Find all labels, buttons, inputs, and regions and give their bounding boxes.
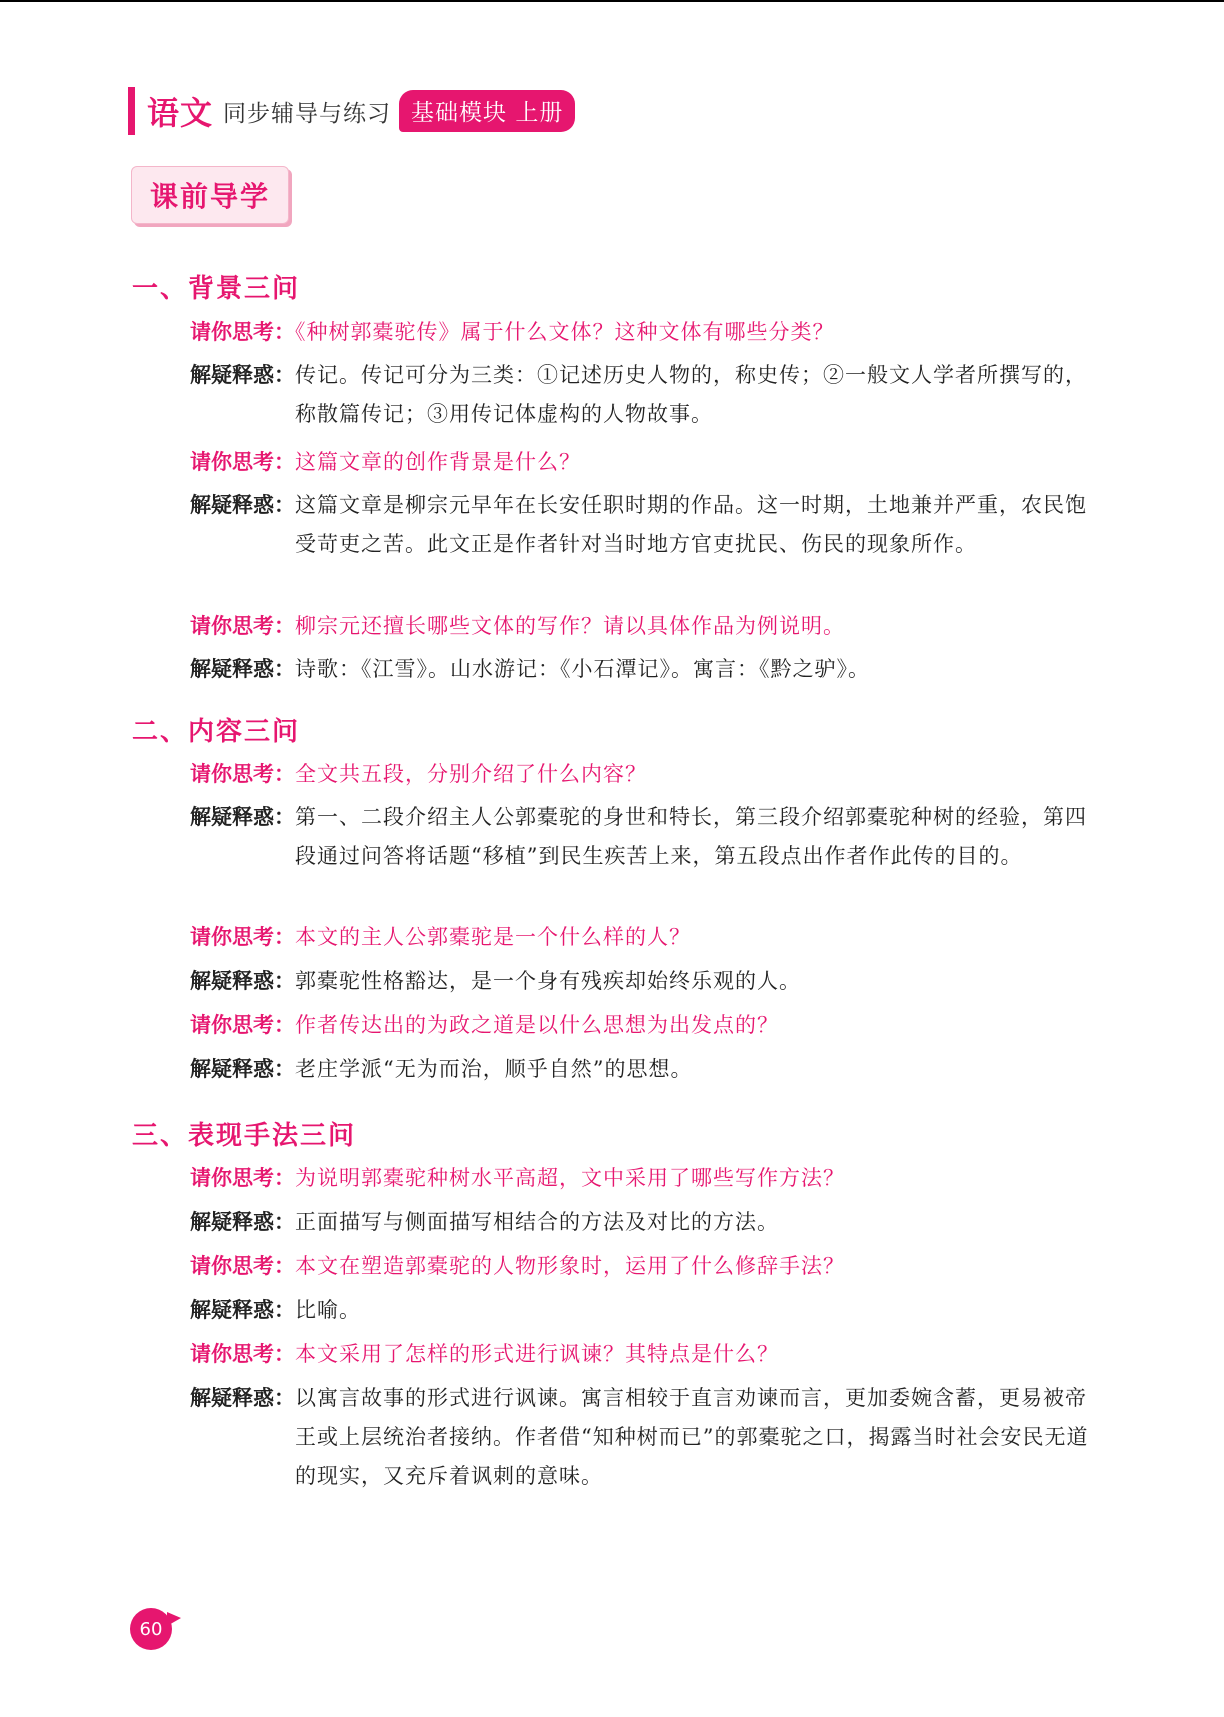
answer-3-2 bbox=[190, 1291, 1090, 1330]
answer-label: 解疑释惑： bbox=[190, 657, 295, 681]
question-1-3 bbox=[190, 607, 1090, 646]
question-3-2 bbox=[190, 1247, 1090, 1286]
question-label: 请你思考： bbox=[190, 762, 295, 786]
question-text: 为说明郭橐驼种树水平高超，文中采用了哪些写作方法？ bbox=[295, 1166, 845, 1190]
answer-label: 解疑释惑： bbox=[190, 1057, 295, 1081]
question-text: 本文在塑造郭橐驼的人物形象时，运用了什么修辞手法？ bbox=[295, 1254, 845, 1278]
answer-3-1 bbox=[190, 1203, 1090, 1242]
question-1-2 bbox=[190, 443, 1090, 482]
answer-label: 解疑释惑： bbox=[190, 805, 295, 829]
question-label: 请你思考： bbox=[190, 320, 295, 344]
answer-text: 以寓言故事的形式进行讽谏。寓言相较于直言劝谏而言，更加委婉含蓄，更易被帝王或上层统治者接纳。作者借“知种树而已”的郭橐驼之口，揭露当时社会安民无道的现实，又充斥着讽刺的意味。 bbox=[295, 1386, 1089, 1488]
header-badge: 基础模块 上册 bbox=[399, 90, 575, 132]
question-text: 本文采用了怎样的形式进行讽谏？其特点是什么？ bbox=[295, 1342, 779, 1366]
header-accent-bar bbox=[128, 87, 135, 135]
section-title: 课前导学 bbox=[149, 180, 270, 213]
question-2-3 bbox=[190, 1006, 1090, 1045]
answer-3-3 bbox=[190, 1379, 1090, 1496]
page-header bbox=[128, 86, 575, 136]
answer-text: 比喻。 bbox=[295, 1298, 361, 1322]
answer-text: 正面描写与侧面描写相结合的方法及对比的方法。 bbox=[295, 1210, 779, 1234]
question-2-2 bbox=[190, 918, 1090, 957]
top-rule bbox=[0, 0, 1224, 2]
answer-text: 老庄学派“无为而治，顺乎自然”的思想。 bbox=[295, 1057, 693, 1081]
question-1-1 bbox=[190, 313, 1090, 352]
answer-text: 第一、二段介绍主人公郭橐驼的身世和特长，第三段介绍郭橐驼种树的经验，第四段通过问答将话题“移植”到民生疾苦上来，第五段点出作者作此传的目的。 bbox=[295, 805, 1087, 868]
question-label: 请你思考： bbox=[190, 614, 295, 638]
header-title: 同步辅导与练习 bbox=[223, 100, 392, 127]
question-text: 本文的主人公郭橐驼是一个什么样的人？ bbox=[295, 925, 691, 949]
question-text: 这篇文章的创作背景是什么？ bbox=[295, 450, 581, 474]
question-label: 请你思考： bbox=[190, 1013, 295, 1037]
question-3-1 bbox=[190, 1159, 1090, 1198]
question-text: 作者传达出的为政之道是以什么思想为出发点的？ bbox=[295, 1013, 779, 1037]
question-2-1 bbox=[190, 755, 1090, 794]
question-text: 全文共五段，分别介绍了什么内容？ bbox=[295, 762, 647, 786]
answer-label: 解疑释惑： bbox=[190, 1386, 295, 1410]
answer-2-3 bbox=[190, 1050, 1090, 1089]
answer-1-3 bbox=[190, 650, 1090, 689]
question-label: 请你思考： bbox=[190, 1342, 295, 1366]
answer-2-2 bbox=[190, 962, 1090, 1001]
answer-label: 解疑释惑： bbox=[190, 969, 295, 993]
question-text: 柳宗元还擅长哪些文体的写作？请以具体作品为例说明。 bbox=[295, 614, 845, 638]
question-label: 请你思考： bbox=[190, 925, 295, 949]
part-heading-1: 一、背景三问 bbox=[132, 274, 301, 304]
answer-1-2 bbox=[190, 486, 1090, 564]
page-number: 60 bbox=[130, 1608, 172, 1650]
answer-text: 这篇文章是柳宗元早年在长安任职时期的作品。这一时期，土地兼并严重，农民饱受苛吏之苦。此文正是作者针对当时地方官吏扰民、伤民的现象所作。 bbox=[295, 493, 1087, 556]
part-heading-2: 二、内容三问 bbox=[132, 717, 301, 747]
answer-text: 诗歌：《江雪》。山水游记：《小石潭记》。寓言：《黔之驴》。 bbox=[295, 657, 870, 681]
answer-label: 解疑释惑： bbox=[190, 363, 295, 387]
answer-label: 解疑释惑： bbox=[190, 1298, 295, 1322]
answer-text: 传记。传记可分为三类：①记述历史人物的，称史传；②一般文人学者所撰写的，称散篇传记；③用传记体虚构的人物故事。 bbox=[295, 363, 1087, 426]
header-subject: 语文 bbox=[147, 94, 214, 132]
question-label: 请你思考： bbox=[190, 1254, 295, 1278]
question-text: 《种树郭橐驼传》属于什么文体？这种文体有哪些分类？ bbox=[295, 320, 835, 344]
question-label: 请你思考： bbox=[190, 450, 295, 474]
part-heading-3: 三、表现手法三问 bbox=[132, 1121, 357, 1151]
question-label: 请你思考： bbox=[190, 1166, 295, 1190]
answer-1-1 bbox=[190, 356, 1090, 434]
answer-2-1 bbox=[190, 798, 1090, 876]
answer-label: 解疑释惑： bbox=[190, 493, 295, 517]
question-3-3 bbox=[190, 1335, 1090, 1374]
answer-label: 解疑释惑： bbox=[190, 1210, 295, 1234]
section-title-box bbox=[131, 166, 289, 224]
answer-text: 郭橐驼性格豁达，是一个身有残疾却始终乐观的人。 bbox=[295, 969, 801, 993]
